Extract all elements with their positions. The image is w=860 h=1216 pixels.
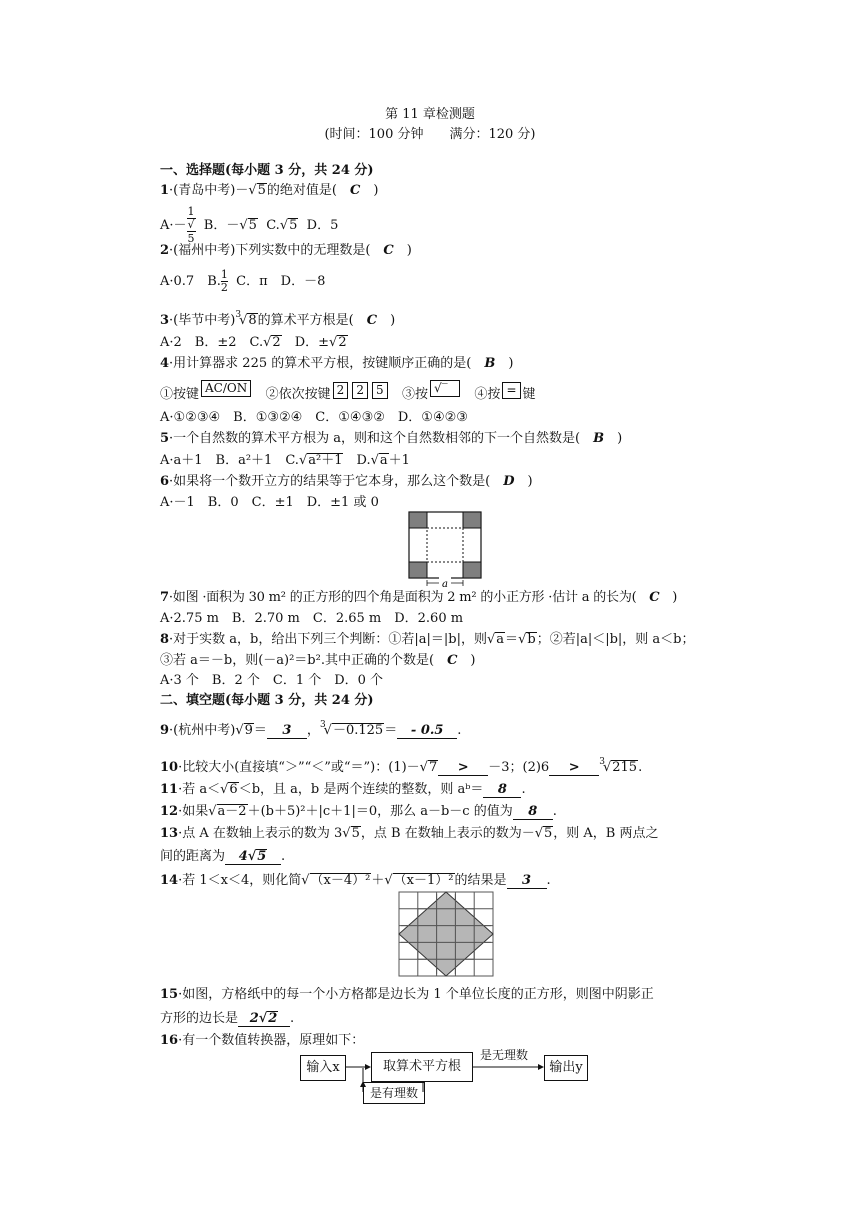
question-text: ) [514, 474, 533, 489]
step-3: ③按 [402, 387, 429, 402]
answer: C [649, 590, 660, 605]
question-4-options: A·①②③④ B．①③②④ C．①④③② D．①④②③ [160, 410, 468, 425]
question-text: . [281, 849, 286, 864]
page-subtitle: (时间：100 分钟 满分：120 分) [324, 127, 536, 142]
question-1: 1·(青岛中考)－√5的绝对值是( C ) [160, 183, 379, 198]
sqrt-key: √‾ [430, 380, 460, 397]
corner-square [463, 512, 481, 528]
question-8: 8·对于实数 a，b，给出下列三个判断：①若|a|＝|b|，则√a＝√b；②若|a|＜|b|，则 a＜b； [160, 632, 695, 647]
answer: C [366, 313, 378, 328]
step-1: ①按键 [160, 387, 200, 402]
corner-square [409, 512, 427, 528]
answer-blank: 3 [507, 873, 547, 889]
question-text: . [457, 723, 462, 738]
question-4-keys [160, 381, 536, 406]
question-text: ＋(b＋5)²＋|c＋1|＝0，那么 a－b－c 的值为 [247, 804, 513, 819]
flow-input-box: 输入x [300, 1055, 346, 1081]
radicand: 9 [244, 723, 253, 738]
question-text: ·如图，方格纸中的每一个小方格都是边长为 1 个单位长度的正方形，则图中阴影正 [178, 987, 654, 1002]
question-text: ，点 B 在数轴上表示的数为－ [360, 826, 535, 841]
radicand: 7 [428, 760, 438, 775]
answer-radicand: 5 [257, 849, 267, 864]
denominator: 2 [220, 281, 228, 294]
radicand: 2 [272, 335, 281, 350]
question-number: 6 [160, 474, 170, 489]
radicand: 2 [338, 335, 347, 350]
answer-blank: > [438, 760, 488, 776]
question-5 [160, 430, 622, 448]
question-text: ·若 a＜ [178, 782, 221, 797]
root-index: 3 [235, 310, 242, 320]
question-number: 14 [160, 873, 179, 888]
digit-key: 5 [372, 382, 388, 399]
radicand: a－2 [217, 804, 247, 819]
section-heading-fill: 二、填空题(每小题 3 分，共 24 分) [160, 693, 374, 708]
question-text: ) [604, 431, 623, 446]
question-13: 13·点 A 在数轴上表示的数为 3√5，点 B 在数轴上表示的数为－√5，则 A，B 两点之 [160, 826, 659, 841]
question-number: 1 [160, 183, 170, 198]
question-text: . [290, 1011, 295, 1026]
answer-radicand: 2 [268, 1011, 278, 1026]
question-text: . [638, 760, 643, 775]
corner-square [409, 562, 427, 578]
question-text: ＋ [371, 873, 385, 888]
question-9: 9·(杭州中考)√9＝ 3 ，$^3$√－0.125＝ - 0.5 . [160, 720, 462, 738]
figure-square-corners [408, 511, 482, 589]
question-text: －3；(2)6 [488, 760, 550, 775]
question-5-options: A·a＋1 B．a²＋1 C.√a²＋1 D.√a＋1 [160, 453, 410, 468]
numerator: 1 [220, 268, 228, 281]
question-text: ·如果将一个数开立方的结果等于它本身，那么这个数是( [169, 474, 504, 489]
question-text: ) [377, 313, 396, 328]
question-number: 10 [160, 760, 179, 775]
question-text: ＜b，且 a，b 是两个连续的整数，则 aᵇ＝ [238, 782, 484, 797]
option-a: A·0.7 B. [160, 274, 221, 289]
question-text: 的结果是 [454, 873, 507, 888]
question-text: ·(青岛中考)－ [169, 183, 249, 198]
question-text: 方形的边长是 [160, 1011, 239, 1026]
question-number: 7 [160, 590, 169, 605]
question-text: ) [659, 590, 678, 605]
question-10: 10·比较大小(直接填“＞”“＜”或“＝”)：(1)－√7 > －3；(2)6 > $^3$√215. [160, 757, 643, 775]
question-6 [160, 473, 533, 491]
flow-rational-label: 是有理数 [363, 1082, 425, 1104]
question-text: ) [393, 243, 412, 258]
answer-blank: 8 [513, 804, 553, 820]
question-15-line2 [160, 1010, 294, 1028]
answer: B [593, 431, 605, 446]
answer-blank: > [549, 760, 599, 776]
page-title: 第 11 章检测题 [385, 107, 475, 122]
root-index: 3 [319, 720, 326, 730]
answer-blank: 8 [483, 782, 521, 798]
flow-process-box: 取算术平方根 [371, 1052, 473, 1082]
answer: D [503, 474, 515, 489]
question-11: 11·若 a＜√6＜b，且 a，b 是两个连续的整数，则 aᵇ＝ 8 . [160, 782, 526, 797]
radicand: （x－1）² [393, 873, 454, 888]
question-text: 间的距离为 [160, 849, 226, 864]
question-6-options: A·－1 B．0 C．±1 D．±1 或 0 [160, 495, 379, 510]
option-d-tail: ＋1 [388, 453, 410, 468]
digit-key: 2 [333, 382, 349, 399]
question-text: ·(福州中考)下列实数中的无理数是( [169, 243, 384, 258]
radicand: －0.125 [332, 723, 384, 738]
question-text: ) [360, 183, 379, 198]
radicand: a [379, 453, 388, 468]
question-8-line2 [160, 652, 476, 670]
digit-key: 2 [352, 382, 368, 399]
answer-blank: - 0.5 [397, 723, 457, 739]
question-text: ·如果 [178, 804, 209, 819]
answer-blank: 3 [267, 723, 307, 739]
option-a: A·－ [160, 218, 187, 233]
question-text: ·点 A 在数轴上表示的数为 3 [178, 826, 343, 841]
question-number: 9 [160, 723, 170, 738]
answer: C [447, 653, 458, 668]
dimension-label: a [442, 579, 448, 589]
question-number: 4 [160, 356, 170, 371]
question-text: ·(毕节中考) [169, 313, 236, 328]
question-text: ·如图 ·面积为 30 m² 的正方形的四个角是面积为 2 m² 的小正方形 ·估计 a 的长为( [168, 590, 650, 605]
question-text: ·有一个数值转换器，原理如下： [178, 1033, 365, 1048]
question-text: ， [306, 723, 320, 738]
step-4: ④按 [474, 387, 501, 402]
question-text: 的绝对值是( [266, 183, 350, 198]
flow-output-box: 输出y [544, 1055, 588, 1081]
step-4-tail: 键 [522, 387, 536, 402]
question-13-line2 [160, 848, 285, 866]
question-number: 8 [160, 632, 170, 647]
step-2: ②依次按键 [265, 387, 331, 402]
question-text: . [521, 782, 526, 797]
numerator: 1 [187, 205, 195, 218]
question-number: 11 [160, 782, 179, 797]
question-text: ，则 A，B 两点之 [553, 826, 659, 841]
question-7 [160, 589, 677, 607]
question-text: ＝ [253, 723, 267, 738]
option-d: D. [343, 453, 371, 468]
question-text: 的算术平方根是( [257, 313, 367, 328]
answer-blank: 2√2 [238, 1011, 290, 1027]
question-number: 2 [160, 243, 170, 258]
question-number: 13 [160, 826, 179, 841]
question-text: ＝ [505, 632, 519, 647]
question-text: . [546, 873, 551, 888]
section-heading-choice: 一、选择题(每小题 3 分，共 24 分) [160, 163, 374, 178]
question-1-options: A·－ 1 √ 5 B．－√5 C.√5 D．5 [160, 205, 339, 245]
question-text: ·用计算器求 225 的算术平方根，按键顺序正确的是( [169, 356, 485, 371]
question-3-options: A·2 B．±2 C.√2 D．±√2 [160, 335, 347, 350]
radicand: a [496, 632, 505, 647]
answer: C [383, 243, 394, 258]
radicand: 5 [351, 826, 360, 841]
answer: B [484, 356, 496, 371]
question-number: 3 [160, 313, 170, 328]
answer-coefficient: 2 [249, 1011, 259, 1026]
answer: C [349, 183, 361, 198]
question-7-options: A·2.75 m B．2.70 m C．2.65 m D．2.60 m [160, 611, 464, 626]
question-text: ·一个自然数的算术平方根为 a，则和这个自然数相邻的下一个自然数是( [169, 431, 594, 446]
option-ab: A·2 B．±2 C. [160, 335, 264, 350]
question-text: . [552, 804, 557, 819]
flow-arrows [344, 1060, 546, 1104]
question-16 [160, 1032, 364, 1050]
denominator: 5 [187, 232, 195, 245]
figure-grid-square [398, 891, 494, 977]
question-12: 12·如果√a－2＋(b＋5)²＋|c＋1|＝0，那么 a－b－c 的值为 8 . [160, 804, 557, 819]
option-b: B．－ [203, 218, 240, 233]
radicand: 215 [612, 760, 638, 775]
question-number: 15 [160, 987, 179, 1002]
root-index: 3 [599, 757, 605, 767]
question-2-options [160, 268, 325, 296]
question-4 [160, 355, 513, 373]
question-text: ·对于实数 a，b，给出下列三个判断：①若|a|＝|b|，则 [169, 632, 487, 647]
radicand: b [527, 632, 536, 647]
fraction: 1 √ 5 [187, 205, 195, 245]
question-text: ＝ [384, 723, 398, 738]
question-text: ③若 a＝－b，则(－a)²＝b².其中正确的个数是( [160, 653, 448, 668]
radicand: 5 [248, 218, 257, 233]
radicand: 5 [289, 218, 298, 233]
question-2 [160, 242, 412, 260]
shaded-square [399, 892, 493, 976]
question-text: ) [457, 653, 476, 668]
question-3: 3·(毕节中考)$^3$√8的算术平方根是( C ) [160, 310, 396, 328]
flow-irrational-label: 是无理数 [480, 1048, 529, 1062]
option-c: C. [266, 218, 280, 233]
question-14: 14·若 1＜x＜4，则化简√（x－4）²＋√（x－1）²的结果是 3 . [160, 873, 551, 888]
question-8-options: A·3 个 B．2 个 C．1 个 D．0 个 [160, 673, 384, 688]
radicand: 6 [229, 782, 238, 797]
corner-square [463, 562, 481, 578]
answer-coefficient: 4 [238, 849, 248, 864]
question-number: 5 [160, 431, 170, 446]
option-c: C．π D．－8 [236, 274, 326, 289]
ac-on-key: AC/ON [201, 380, 251, 397]
radicand: 5 [257, 183, 266, 198]
equals-key: = [502, 382, 520, 399]
fraction [221, 269, 228, 294]
radicand: 8 [248, 313, 257, 328]
radicand: （x－4）² [310, 873, 371, 888]
question-text: ·若 1＜x＜4，则化简 [178, 873, 302, 888]
question-15 [160, 986, 654, 1004]
option-d: D．5 [306, 218, 339, 233]
question-number: 12 [160, 804, 179, 819]
question-text: ) [495, 356, 514, 371]
question-text: ；②若|a|＜|b|，则 a＜b； [536, 632, 695, 647]
radicand: 5 [544, 826, 553, 841]
radicand: a²＋1 [308, 453, 343, 468]
option-ab: A·a＋1 B．a²＋1 C. [160, 453, 299, 468]
option-d: D．± [281, 335, 330, 350]
question-number: 16 [160, 1033, 179, 1048]
answer-blank: 4√5 [225, 849, 281, 865]
question-text: ·比较大小(直接填“＞”“＜”或“＝”)：(1)－ [178, 760, 420, 775]
question-text: ·(杭州中考) [169, 723, 236, 738]
